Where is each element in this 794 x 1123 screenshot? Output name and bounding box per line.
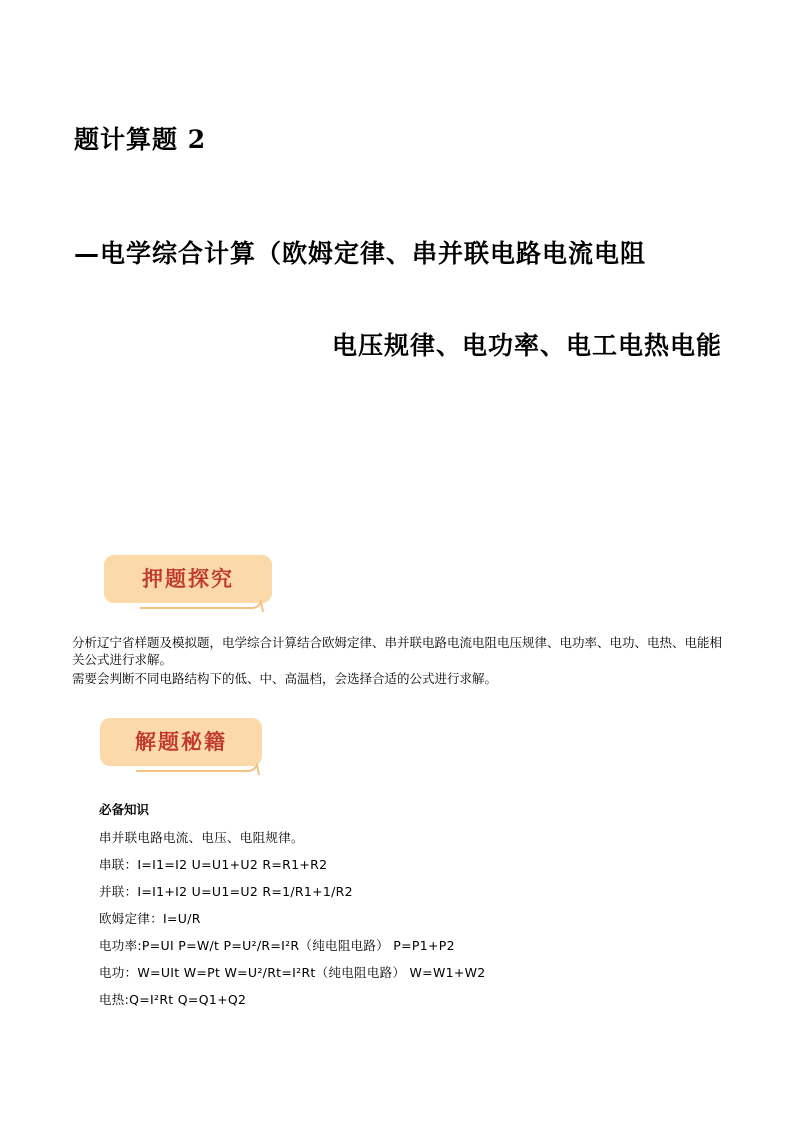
badge-label: 解题秘籍 [135, 730, 227, 754]
document-subtitle-line2: 电压规律、电功率、电工电热电能 [331, 331, 722, 360]
knowledge-line: 串并联电路电流、电压、电阻规律。 [99, 830, 304, 845]
knowledge-line: 并联：I=I1+I2 U=U1=U2 R=1/R1+1/R2 [99, 884, 353, 899]
knowledge-line: 串联：I=I1=I2 U=U1+U2 R=R1+R2 [99, 857, 328, 872]
badge-label: 押题探究 [142, 567, 234, 591]
intro-paragraph: 分析辽宁省样题及模拟题，电学综合计算结合欧姆定律、串并联电路电流电阻电压规律、电功率、电功、电热、电能相关公式进行求解。 [72, 635, 723, 667]
section-badge-tips [100, 718, 262, 770]
document-subtitle-line1: —电学综合计算（欧姆定律、串并联电路电流电阻 [74, 239, 647, 268]
knowledge-line: 电热:Q=I²Rt Q=Q1+Q2 [99, 992, 247, 1007]
intro-paragraph-2: 需要会判断不同电路结构下的低、中、高温档，会选择合适的公式进行求解。 [72, 671, 498, 686]
knowledge-line: 电功：W=UIt W=Pt W=U²/Rt=I²Rt（纯电阻电路） W=W1+W2 [99, 965, 486, 980]
document-title: 题计算题 2 [74, 125, 207, 154]
knowledge-line: 欧姆定律：I=U/R [99, 911, 201, 926]
knowledge-heading: 必备知识 [99, 802, 150, 817]
section-badge-predict [104, 555, 272, 607]
knowledge-line: 电功率:P=UI P=W/t P=U²/R=I²R（纯电阻电路） P=P1+P2 [99, 938, 455, 953]
